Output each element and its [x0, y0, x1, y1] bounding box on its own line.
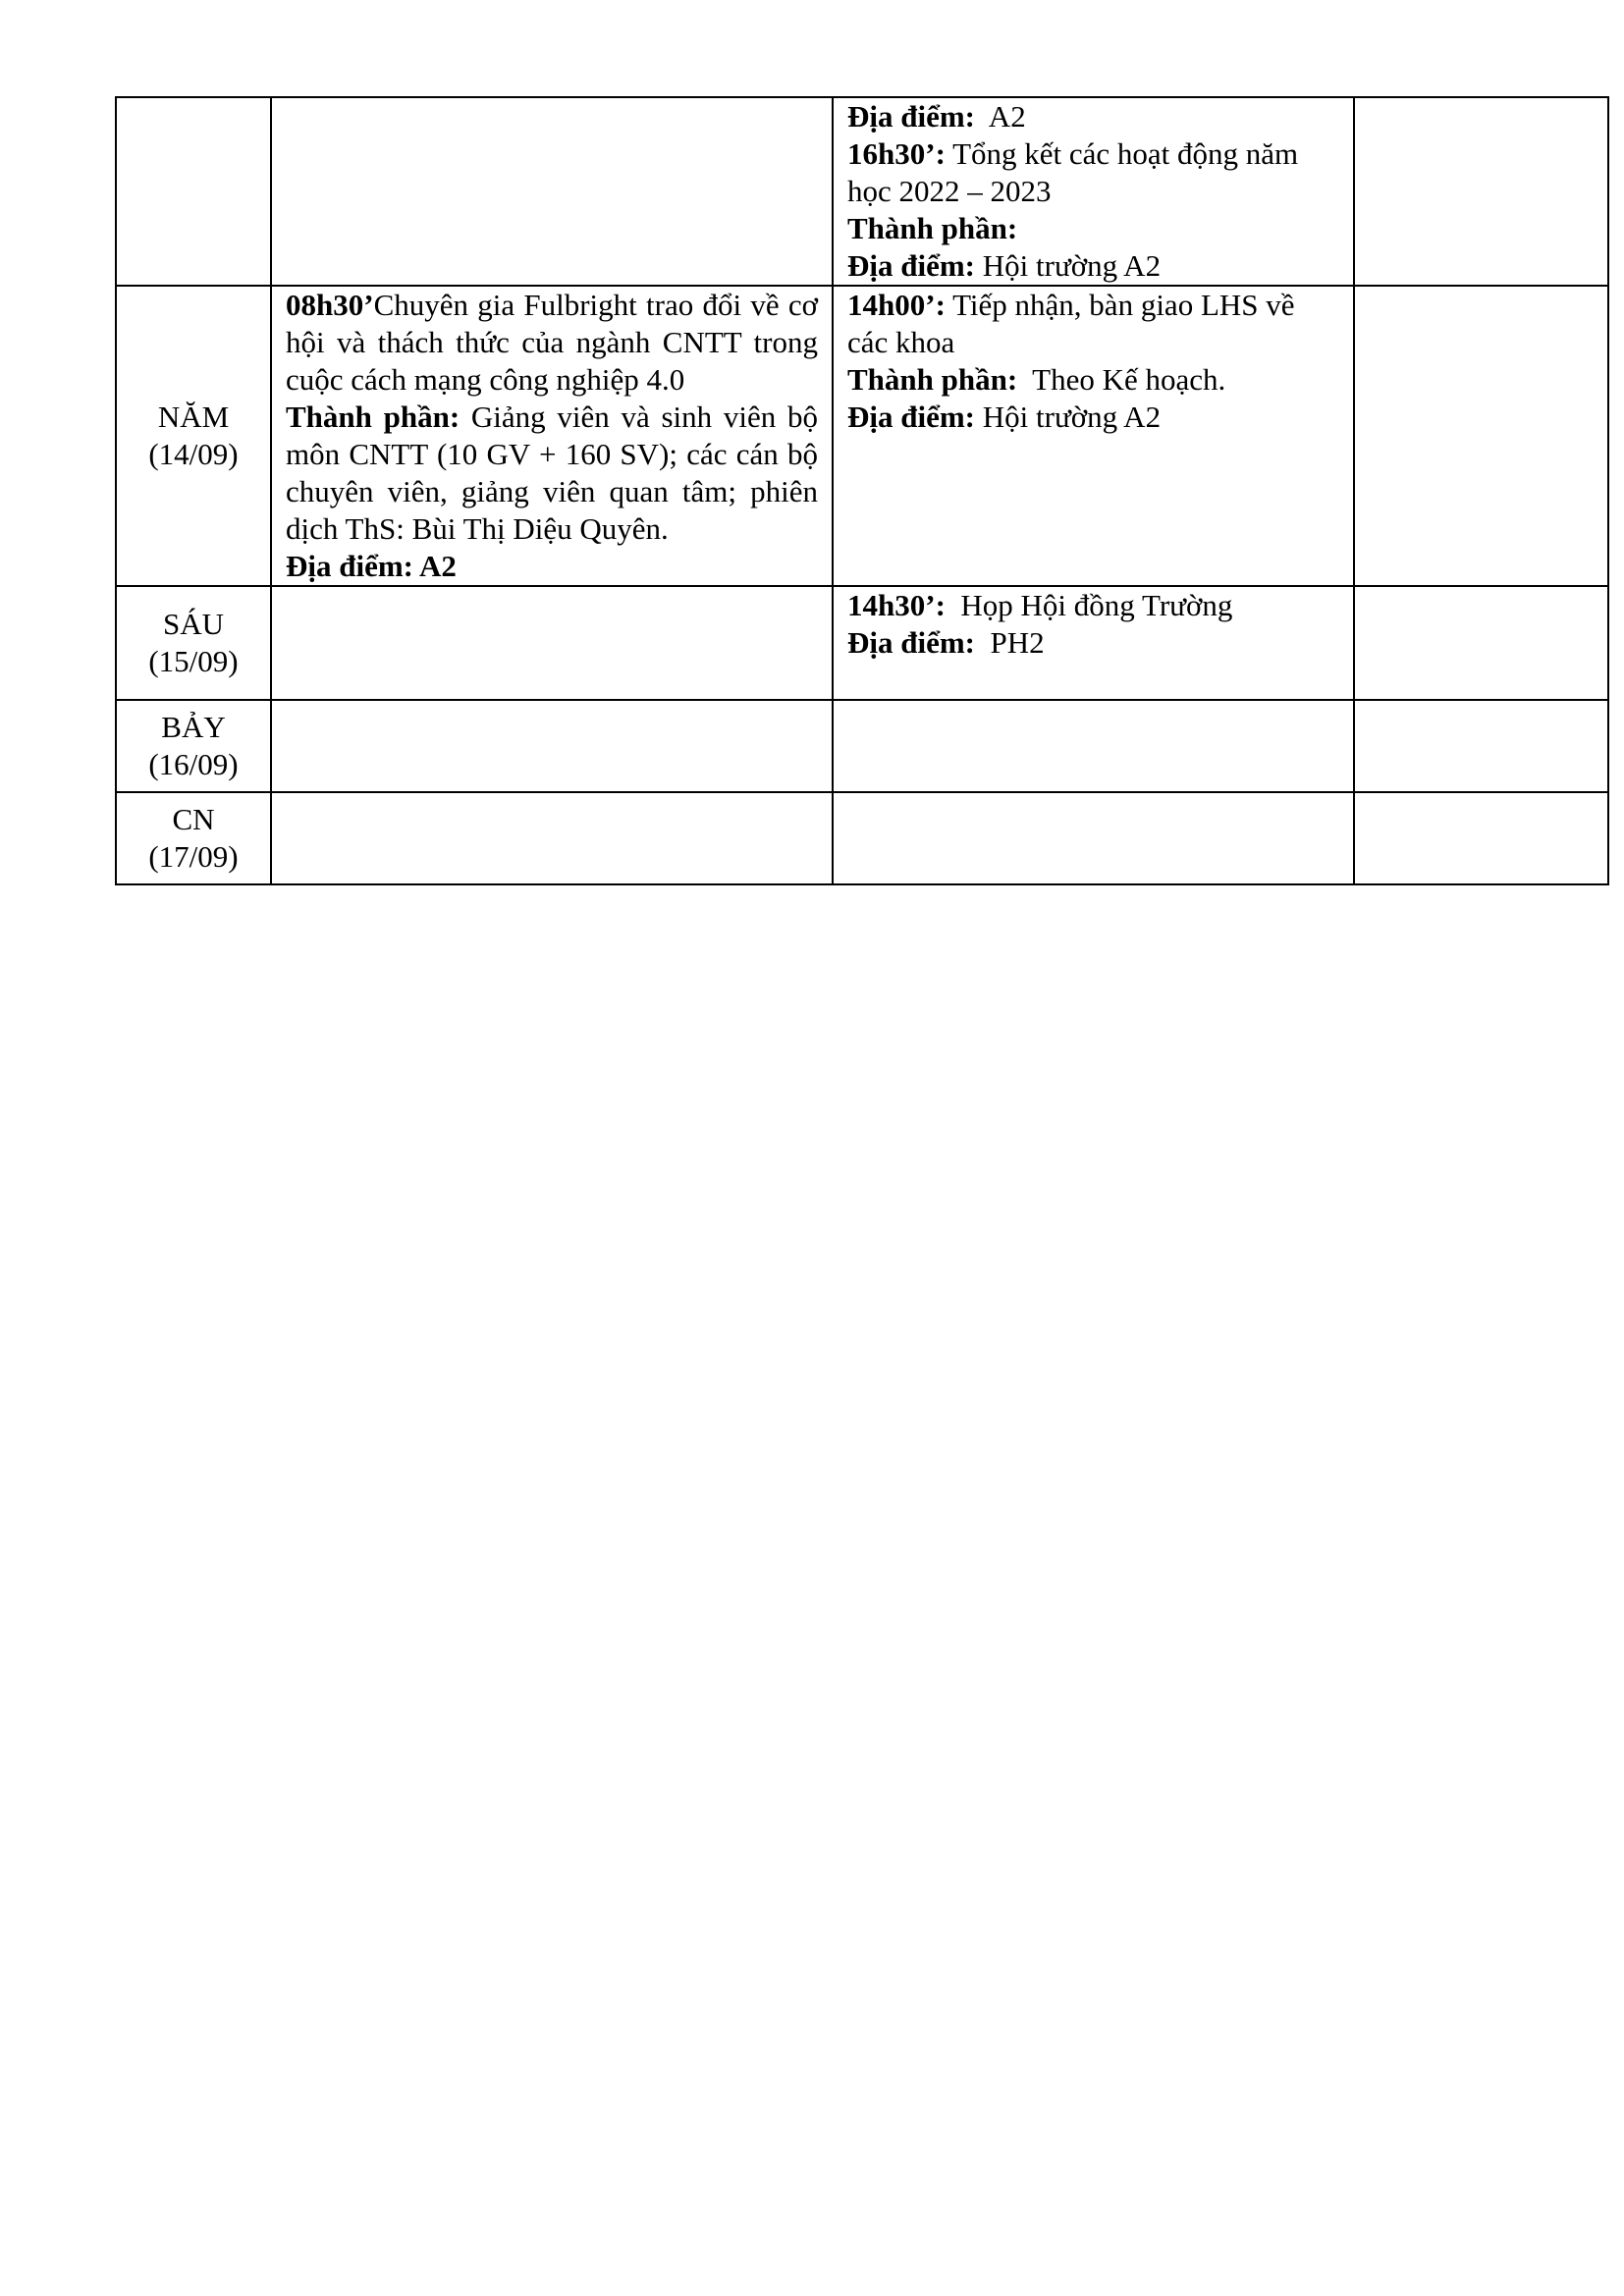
schedule-row: [116, 792, 1608, 884]
morning-cell: [271, 97, 833, 286]
day-name: NĂM: [157, 400, 230, 434]
entry-line: [847, 98, 1339, 135]
notes-cell: [1354, 792, 1608, 884]
entry-line: [847, 587, 1339, 624]
morning-cell: [271, 792, 833, 884]
entry-label: Địa điểm:: [847, 99, 976, 133]
afternoon-cell: [833, 586, 1354, 700]
entry-line: [847, 247, 1339, 285]
entry-text: Tổng kết các hoạt động năm học 2022 – 2023: [847, 136, 1299, 208]
schedule-row: [116, 700, 1608, 792]
day-name: CN: [172, 802, 215, 836]
entry-label: Thành phần:: [286, 400, 460, 434]
morning-cell: [271, 286, 833, 586]
entry-label: Thành phần:: [847, 211, 1018, 245]
day-name: SÁU: [162, 607, 224, 641]
entry-text: Hội trường A2: [975, 400, 1162, 434]
afternoon-cell: [833, 792, 1354, 884]
morning-cell: [271, 700, 833, 792]
entry-label: Thành phần:: [847, 362, 1018, 397]
notes-cell: [1354, 286, 1608, 586]
schedule-row: [116, 97, 1608, 286]
entry-line: [847, 399, 1339, 436]
entry-label: 08h30’: [286, 288, 374, 322]
entry-label: 14h30’:: [847, 588, 946, 622]
entry-text: Hội trường A2: [975, 248, 1162, 283]
entry-text: Theo Kế hoạch.: [1017, 362, 1226, 397]
schedule-row: [116, 586, 1608, 700]
entry-text: Chuyên gia Fulbright trao đổi về cơ hội và thách thức của ngành CNTT trong cuộc cách mạng công nghiệp 4.0: [286, 288, 818, 397]
entry-line: [286, 399, 818, 548]
entry-text: Giảng viên và sinh viên bộ môn CNTT (10 GV + 160 SV); các cán bộ chuyên viên, giảng viên quan tâm; phiên dịch ThS: Bùi Thị Diệu Quyên.: [286, 400, 818, 546]
notes-cell: [1354, 586, 1608, 700]
afternoon-cell: [833, 97, 1354, 286]
entry-label: 16h30’:: [847, 136, 946, 171]
entry-line: [286, 548, 818, 585]
day-cell: [116, 792, 271, 884]
day-date: (16/09): [148, 747, 239, 781]
entry-label: 14h00’:: [847, 288, 946, 322]
notes-cell: [1354, 700, 1608, 792]
entry-text: A2: [975, 99, 1026, 133]
schedule-table: [115, 96, 1609, 885]
day-name: BẢY: [161, 710, 226, 744]
entry-line: [847, 210, 1339, 247]
entry-label: Địa điểm:: [847, 248, 976, 283]
day-date: (15/09): [148, 644, 239, 678]
day-date: (14/09): [148, 437, 239, 471]
day-cell: [116, 700, 271, 792]
entry-text: Họp Hội đồng Trường: [945, 588, 1233, 622]
entry-label: Địa điểm:: [847, 625, 976, 660]
day-cell: [116, 97, 271, 286]
afternoon-cell: [833, 700, 1354, 792]
entry-text: Tiếp nhận, bàn giao LHS về các khoa: [847, 288, 1295, 359]
entry-line: [847, 361, 1339, 399]
day-cell: [116, 586, 271, 700]
entry-text: PH2: [975, 625, 1045, 660]
entry-label: Địa điểm: A2: [286, 549, 457, 583]
notes-cell: [1354, 97, 1608, 286]
entry-line: [847, 135, 1339, 210]
afternoon-cell: [833, 286, 1354, 586]
day-date: (17/09): [148, 839, 239, 874]
entry-line: [847, 287, 1339, 361]
morning-cell: [271, 586, 833, 700]
day-cell: [116, 286, 271, 586]
entry-line: [847, 624, 1339, 662]
entry-label: Địa điểm:: [847, 400, 976, 434]
entry-line: [286, 287, 818, 399]
schedule-row: [116, 286, 1608, 586]
